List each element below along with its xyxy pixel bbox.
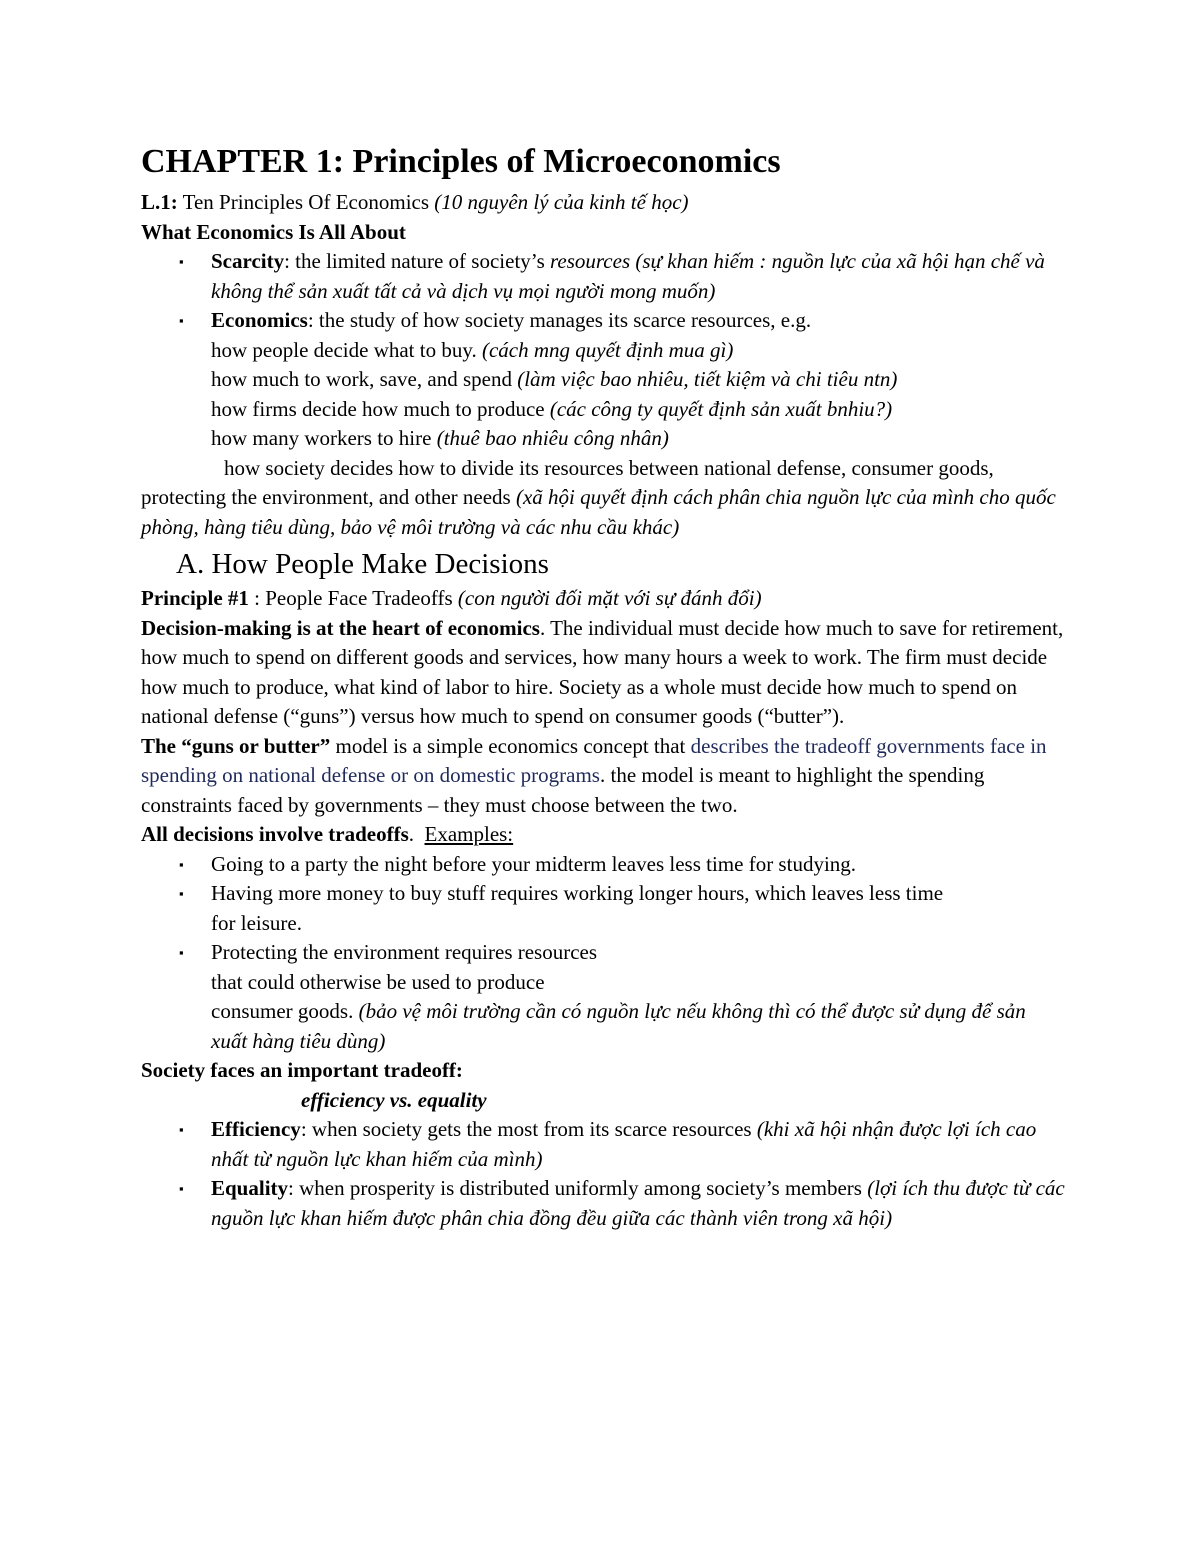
scarcity-definition: : the limited nature of society’s [284,249,545,273]
efficiency-term: Efficiency [211,1117,301,1141]
example-text: that could otherwise be used to produce [211,969,545,994]
list-item [211,365,1066,395]
bullet-icon: ▪ [179,254,184,269]
list-item [211,395,1066,425]
bullet-icon: ▪ [179,945,184,960]
guns-paragraph [141,732,1066,821]
lesson-name: Ten Principles Of Economics [182,190,430,214]
lesson-translation: (10 nguyên lý của kinh tế học) [434,190,689,214]
examples-list [141,850,1066,1057]
principle-label: Principle #1 [141,586,249,610]
efficiency-vs-equality: efficiency vs. equality [301,1087,487,1112]
equality-term: Equality [211,1176,289,1200]
list-item-environment [141,938,1066,1056]
efficiency-translation: (khi xã hội nhận được lợi ích cao nhất từ nguồn lực khan hiếm của mình) [211,1117,1037,1171]
example-text: Going to a party the night before your midterm leaves less time for studying. [211,851,857,876]
scarcity-term: Scarcity [211,249,285,273]
economics-term: Economics [211,308,308,332]
document-page [141,140,1066,1233]
guns-bold: guns or butter [191,733,320,758]
list-item-equality [141,1174,1066,1233]
example-text: Protecting the environment requires resources [211,940,598,964]
bullet-icon: ▪ [179,1181,184,1196]
guns-text: model is a simple economics concept that [330,733,691,758]
bullet-icon: ▪ [179,856,184,872]
lesson-line [141,188,1066,218]
examples-label: Examples: [424,822,514,846]
example-text: for leisure. [211,910,302,935]
list-item [211,336,1066,366]
society-translation: (xã hội quyết định cách phân chia nguồn lực của mình cho quốc phòng, hàng tiêu dùng, bảo vệ môi trường và các nhu cầu khác) [141,485,1056,539]
economics-examples [141,336,1066,454]
lesson-label: L.1: [141,190,178,214]
scarcity-translation: resources (sự khan hiếm : nguồn lực của xã hội hạn chế và không thể sản xuất tất cả và dịch vụ mọi người mong muốn) [211,249,1045,303]
bullet-icon: ▪ [179,313,184,328]
principle-translation: (con người đối mặt với sự đánh đổi) [457,586,762,610]
society-text: how society decides how to divide its resources between national defense, consumer goods, protecting the environment, and other needs [141,455,994,509]
bullet-icon: ▪ [179,886,184,901]
equality-text: : when prosperity is distributed uniformly among society’s members [288,1176,862,1200]
example-text: how much to work, save, and spend [211,367,512,391]
economics-definition: : the study of how society manages its scarce resources, e.g. [307,308,812,332]
tradeoffs-line: All decisions involve tradeoffs. Examples: [141,822,514,846]
example-text: how people decide what to buy. [211,337,477,362]
bullet-icon: ▪ [179,1122,184,1137]
chapter-title: CHAPTER 1: Principles of Microeconomics [141,143,781,180]
list-item-money [141,879,1066,938]
section-heading-economics: What Economics Is All About [141,219,406,244]
decision-text: . The individual must decide how much to save for retirement, how much to spend on different goods and services, how many hours a week to work. The firm must decide how much to produce, what kind of labor to hire. Society as a whole must decide how much to spend on national defense (“guns”) versus how much to spend on consumer goods (“butter”). [141,615,1064,728]
guns-close: ” [319,733,331,758]
list-item-economics [141,306,1066,336]
tradeoffs-bold: All decisions involve tradeoffs [141,822,409,846]
example-translation: (thuê bao nhiêu công nhân) [436,426,669,450]
example-text: how firms decide how much to produce [211,396,545,421]
guns-the: The “ [141,733,192,758]
equality-translation: (lợi ích thu được từ các nguồn lực khan hiếm được phân chia đồng đều giữa các thành viên trong xã hội) [211,1176,1065,1230]
example-translation: (các công ty quyết định sản xuất bnhiu?) [549,396,893,421]
example-translation: (cách mng quyết định mua gì) [481,337,734,362]
principle-name: : People Face Tradeoffs [248,586,453,610]
guns-highlight: describes the tradeoff governments face in spending on national defense or on domestic programs [141,733,1047,787]
definition-list [141,247,1066,336]
guns-text-end: . the model is meant to highlight the spending constraints faced by governments – they must choose between the two. [141,763,985,817]
list-item-efficiency [141,1115,1066,1174]
decision-bold: Decision-making is at the heart of economics [141,615,540,640]
society-paragraph [141,454,1066,543]
decision-paragraph [141,614,1066,732]
principle-line [141,584,1066,614]
efficiency-text: : when society gets the most from its scarce resources [300,1117,752,1141]
society-tradeoff-line: Society faces an important tradeoff: [141,1058,463,1082]
list-item-party [141,850,1066,880]
section-heading-decisions: A. How People Make Decisions [176,548,549,580]
example-translation: (bảo vệ môi trường cần có nguồn lực nếu không thì có thể được sử dụng để sản xuất hàng tiêu dùng) [211,999,1026,1053]
list-item [211,424,1066,454]
list-item-scarcity [141,247,1066,306]
example-text: Having more money to buy stuff requires working longer hours, which leaves less time [211,881,944,905]
example-text: consumer goods. [211,999,354,1023]
example-text: how many workers to hire [211,426,432,450]
tradeoff-list [141,1115,1066,1233]
example-translation: (làm việc bao nhiêu, tiết kiệm và chi tiêu ntn) [517,367,898,391]
